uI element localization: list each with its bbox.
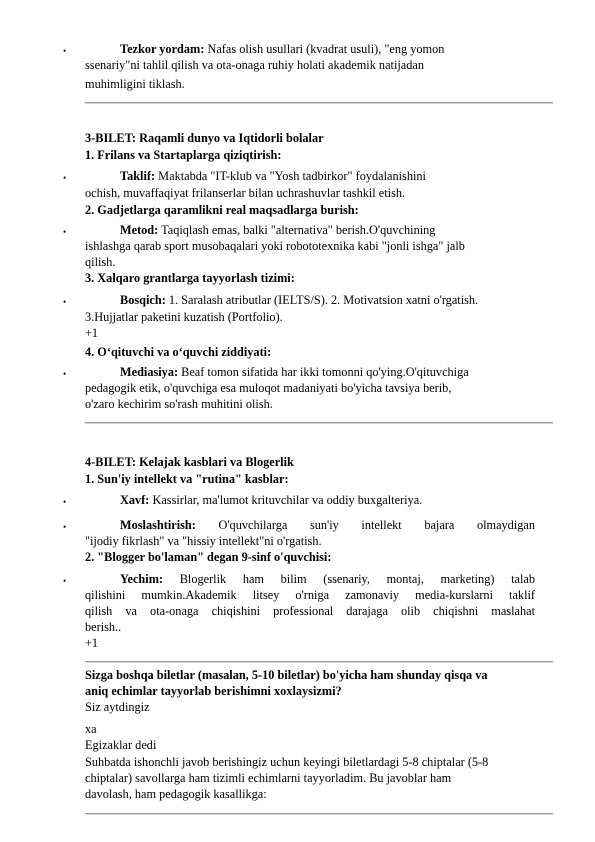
reply-line: davolash, ham pedagogik kasallikga: — [85, 787, 267, 801]
ticket-title: 3-BILET: Raqamli dunyo va Iqtidorli bolalar — [85, 131, 324, 145]
text-line: 3.Hujjatlar paketini kuzatish (Portfolio). — [85, 310, 283, 324]
reply-line: Suhbatda ishonchli javob berishingiz uchun keyingi biletlardagi 5-8 chiptalar (5-8 — [85, 755, 489, 769]
text-line: +1 — [85, 326, 99, 340]
bullet: • — [63, 46, 67, 56]
question-heading: 2. "Blogger bo'laman" degan 9-sinf o'quvchisi: — [85, 550, 332, 564]
bullet: • — [63, 576, 67, 586]
label: Bosqich: — [120, 293, 166, 307]
text: Taqiqlash emas, balki "alternativa" berish.O'quvchining — [161, 223, 436, 237]
text-line: qilishini mumkin.Akademik litsey o'rniga zamonaviy media-kurslarni taklif — [85, 588, 535, 602]
divider — [85, 813, 553, 815]
text: Nafas olish usullari (kvadrat usuli), "eng yomon — [207, 42, 445, 56]
speaker-label: Egizaklar dedi — [85, 738, 157, 752]
reply-line: chiptalar) savollarga ham tizimli echimlarni tayyorladim. Bu javoblar ham — [85, 771, 452, 785]
question-heading: 1. Sun'iy intellekt va "rutina" kasblar: — [85, 472, 289, 486]
question-heading: 1. Frilans va Startaplarga qiziqtirish: — [85, 148, 282, 162]
label: Tezkor yordam: — [120, 42, 205, 56]
label: Moslashtirish: — [120, 518, 196, 532]
text-line: "ijodiy fikrlash" va "hissiy intellekt"ni o'rgatish. — [85, 534, 322, 548]
text-line — [120, 42, 444, 58]
text-line: +1 — [85, 636, 99, 650]
bullet: • — [63, 173, 67, 183]
text-line: ssenariy"ni tahlil qilish va ota-onaga ruhiy holati akademik natijadan — [85, 58, 424, 72]
user-message: xa — [85, 722, 97, 736]
text: Blogerlik ham bilim (ssenariy, montaj, marketing) talab — [179, 572, 535, 586]
text-line — [120, 169, 426, 185]
text-line — [120, 365, 469, 381]
text-line: o'zaro kechirim so'rash muhitini olish. — [85, 397, 273, 411]
chat-question: aniq echimlar tayyorlab berishimni xoxlaysizmi? — [85, 684, 342, 698]
label: Mediasiya: — [120, 365, 179, 379]
text-line — [120, 493, 422, 509]
question-heading: 3. Xalqaro grantlarga tayyorlash tizimi: — [85, 271, 295, 285]
text-line — [120, 293, 478, 309]
text-line — [120, 572, 535, 588]
bullet: • — [63, 497, 67, 507]
bullet: • — [63, 522, 67, 532]
label: Yechim: — [120, 572, 164, 586]
divider — [85, 422, 553, 424]
text: Beaf tomon sifatida har ikki tomonni qo'ying.O'qituvchiga — [181, 365, 469, 379]
text: O'quvchilarga sun'iy intellekt bajara olmaydigan — [218, 518, 536, 532]
text-line: pedagogik etik, o'quvchiga esa muloqot madaniyati bo'yicha tavsiya berib, — [85, 381, 452, 395]
bullet: • — [63, 227, 67, 237]
divider — [85, 102, 553, 104]
label: Taklif: — [120, 169, 156, 183]
text-line — [120, 518, 535, 534]
question-heading: 2. Gadjetlarga qaramlikni real maqsadlarga burish: — [85, 203, 359, 217]
text-line: muhimligini tiklash. — [85, 77, 185, 91]
speaker-label: Siz aytdingiz — [85, 700, 150, 714]
bullet: • — [63, 297, 67, 307]
text-line: ochish, muvaffaqiyat frilanserlar bilan uchrashuvlar tashkil etish. — [85, 186, 406, 200]
ticket-title: 4-BILET: Kelajak kasblari va Blogerlik — [85, 455, 294, 469]
text-line: berish.. — [85, 620, 122, 634]
divider — [85, 661, 553, 663]
label: Metod: — [120, 223, 159, 237]
text: 1. Saralash atributlar (IELTS/S). 2. Motivatsion xatni o'rgatish. — [168, 293, 479, 307]
text-line: qilish. — [85, 255, 116, 269]
text-line — [120, 223, 435, 239]
chat-question: Sizga boshqa biletlar (masalan, 5-10 biletlar) bo'yicha ham shunday qisqa va — [85, 668, 488, 682]
text-line: ishlashga qarab sport musobaqalari yoki robototexnika kabi "jonli ishga" jalb — [85, 239, 465, 253]
bullet: • — [63, 369, 67, 379]
text: Kassirlar, ma'lumot krituvchilar va oddiy buxgalteriya. — [152, 493, 423, 507]
label: Xavf: — [120, 493, 150, 507]
question-heading: 4. O‘qituvchi va o‘quvchi ziddiyati: — [85, 345, 272, 359]
text: Maktabda "IT-klub va "Yosh tadbirkor" foydalanishini — [158, 169, 426, 183]
text-line: qilish va ota-onaga chiqishini professional darajaga olib chiqishni maslahat — [85, 604, 535, 618]
